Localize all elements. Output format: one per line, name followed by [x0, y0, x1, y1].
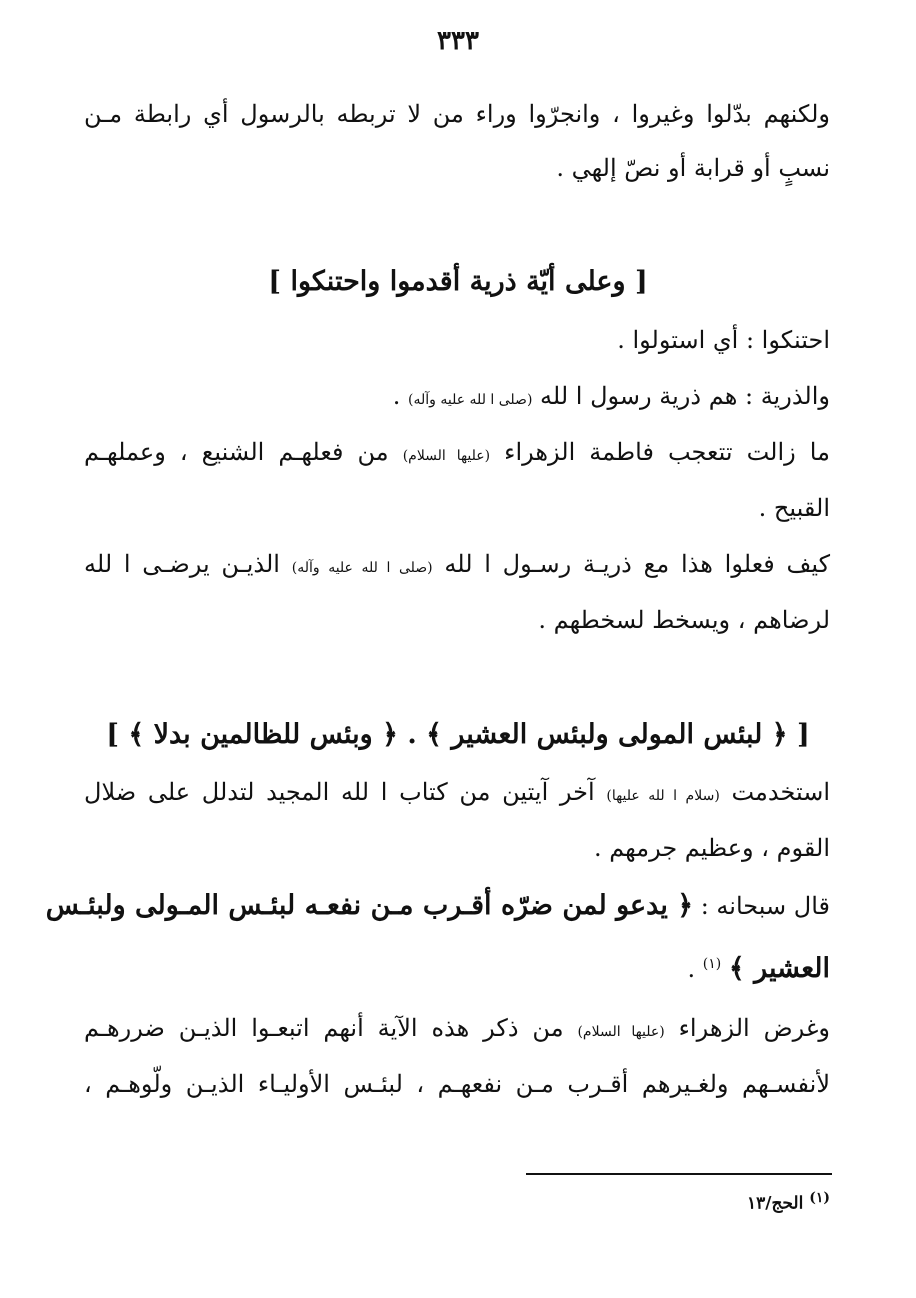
- honorific: (صلى ا لله عليه وآله): [291, 560, 433, 576]
- text-line-5: [84, 432, 830, 476]
- text-line-13: [84, 1008, 830, 1052]
- text-segment: من فعلهـم الشنيع ، وعملهـم: [84, 438, 389, 466]
- section-heading-1: [ وعلى أيّة ذرية أقدموا واحتنكوا ]: [268, 266, 648, 297]
- text-line-6: القبيح .: [758, 494, 830, 522]
- text-line-14: لأنفسـهم ولغـيرهم أقـرب مـن نفعهـم ، لبئـس الأوليـاء الذيـن ولّوهـم ،: [84, 1070, 830, 1098]
- text-segment: من ذكر هذه الآية أنهم اتبعـوا الذيـن ضررهـم: [84, 1014, 564, 1042]
- text-line-2: نسبٍ أو قرابة أو نصّ إلهي .: [556, 154, 830, 182]
- text-line-8: لرضاهم ، ويسخط لسخطهم .: [538, 606, 830, 634]
- text-segment: قال سبحانه :: [700, 892, 830, 920]
- text-line-1: ولكنهم بدّلوا وغيروا ، وانجرّوا وراء من لا تربطه بالرسول أي رابطة مـن: [84, 100, 830, 128]
- text-segment: وغرض الزهراء: [678, 1014, 830, 1042]
- page-number: ٣٣٣: [437, 26, 479, 56]
- text-line-11: [45, 886, 830, 926]
- text-segment: ما زالت تتعجب فاطمة الزهراء: [504, 438, 830, 466]
- text-segment: .: [687, 955, 696, 983]
- footnote-reference: (١): [702, 956, 722, 972]
- text-segment: والذرية : هم ذرية رسول ا لله: [540, 382, 830, 410]
- honorific: (عليها السلام): [577, 1024, 665, 1040]
- footnote-marker: (١): [809, 1190, 830, 1206]
- footnote: [747, 1190, 830, 1214]
- honorific: (صلى ا لله عليه وآله): [408, 392, 533, 408]
- text-line-12: [84, 944, 830, 989]
- text-line-7: [84, 544, 830, 588]
- text-segment: استخدمت: [731, 778, 830, 806]
- section-heading-2: [ ﴿ لبئس المولى ولبئس العشير ﴾ . ﴿ وبئس للظالمين بدلا ﴾ ]: [106, 719, 810, 750]
- text-line-10: القوم ، وعظيم جرمهم .: [593, 834, 830, 862]
- text-segment: آخر آيتين من كتاب ا لله المجيد لتدلل على ضلال: [84, 778, 595, 806]
- footnote-separator: [526, 1173, 832, 1175]
- honorific: (عليها السلام): [402, 448, 491, 464]
- quran-verse: العشير ﴾: [728, 953, 830, 984]
- text-line-4: [84, 376, 830, 420]
- text-segment: كيف فعلوا هذا مع ذريـة رسـول ا لله: [444, 550, 831, 578]
- footnote-text: الحج/١٣: [746, 1193, 804, 1214]
- text-segment: .: [392, 382, 401, 410]
- text-line-9: [84, 772, 830, 816]
- honorific: (سلام ا لله عليها): [606, 788, 720, 804]
- quran-verse: ﴿ يدعو لمن ضرّه أقـرب مـن نفعـه لبئـس المـولى ولبئـس: [45, 890, 694, 921]
- text-line-3: احتنكوا : أي استولوا .: [617, 326, 830, 354]
- text-segment: الذيـن يرضـى ا لله: [84, 550, 280, 578]
